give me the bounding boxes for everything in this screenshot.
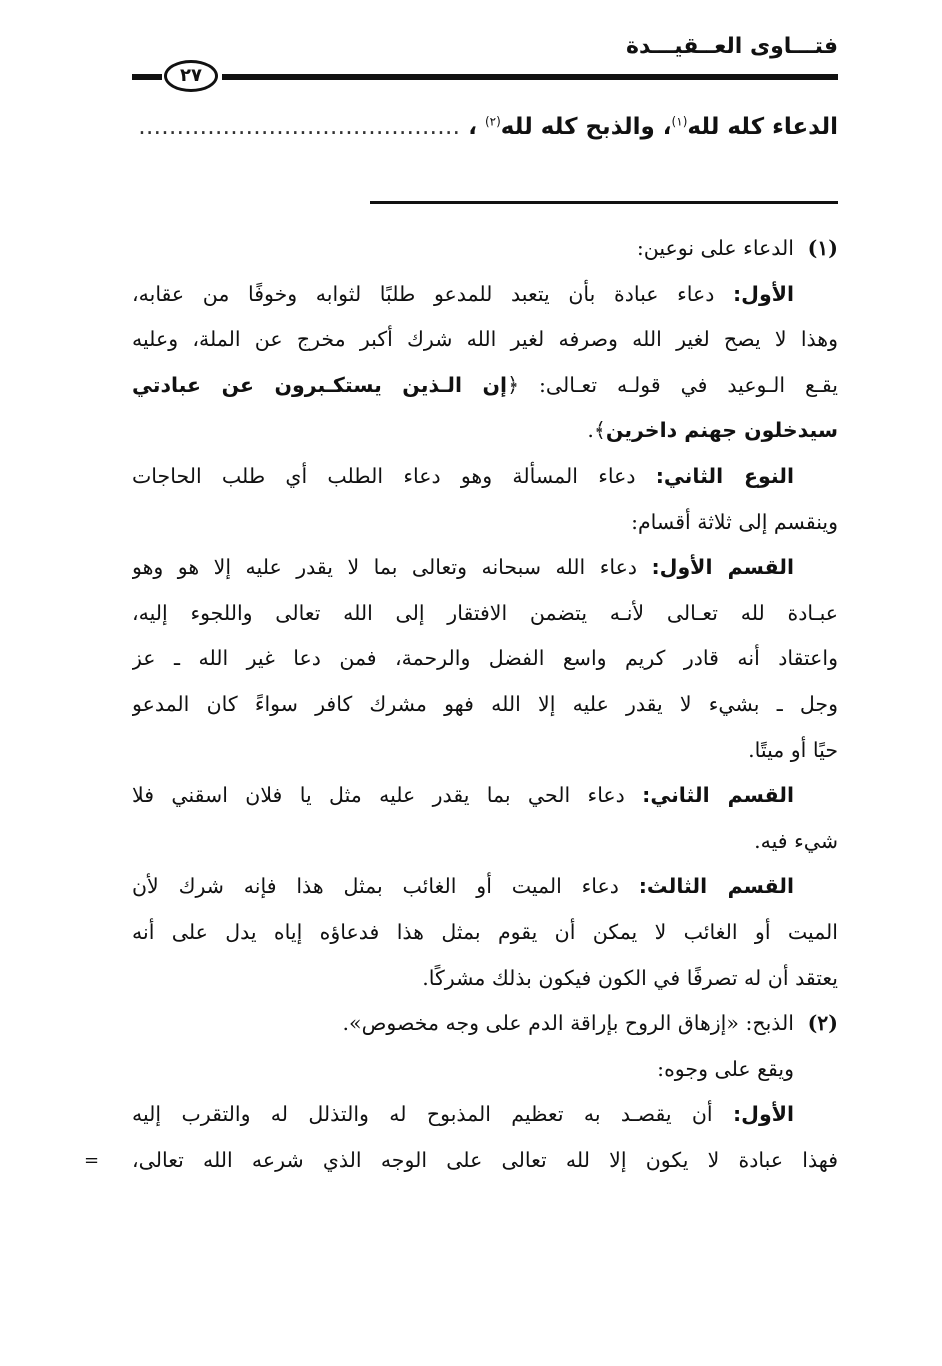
footnote-text: يعتقد أن له تصرفًا في الكون فيكون بذلك مشركًا. bbox=[422, 965, 838, 990]
footnote-ref-1: (١) bbox=[671, 114, 688, 129]
header-rule-long bbox=[222, 74, 838, 80]
footnote-text: دعاء المسألة وهو دعاء الطلب أي طلب الحاجات bbox=[132, 463, 656, 488]
footnote-text: الميت أو الغائب لا يمكن أن يقوم بمثل هذا فدعاؤه إياه يدل على أنه bbox=[132, 919, 838, 944]
header-rule-short bbox=[132, 74, 162, 80]
footnote-text: دعاء الحي بما يقدر عليه مثل يا فلان اسقني فلا bbox=[132, 783, 643, 808]
footnote-line bbox=[132, 454, 838, 500]
continuation-mark: = bbox=[84, 1150, 100, 1171]
footnote-line bbox=[132, 317, 838, 363]
footnote-bold: القسم الأول: bbox=[651, 555, 794, 580]
footnote-separator bbox=[370, 201, 838, 204]
footnotes-block bbox=[132, 226, 838, 1183]
footnote-text: الذبح: «إزهاق الروح بإراقة الدم على وجه مخصوص». bbox=[342, 1011, 794, 1036]
footnote-bold: القسم الثالث: bbox=[638, 874, 794, 899]
footnote-line bbox=[132, 728, 838, 774]
footnote-text: أن يقصـد به تعظيم المذبوح له والتذلل له والتقرب إليه bbox=[132, 1102, 733, 1127]
quran-verse-bold: سيدخلون جهنم داخرين bbox=[605, 418, 838, 443]
footnote-line bbox=[132, 956, 838, 1002]
footnote-line bbox=[132, 910, 838, 956]
footnote-number: (٢) bbox=[807, 1011, 838, 1036]
footnote-text: ويقع على وجوه: bbox=[657, 1056, 794, 1081]
footnote-line bbox=[132, 545, 838, 591]
footnote-text: وينقسم إلى ثلاثة أقسام: bbox=[631, 509, 838, 534]
footnote-bold: النوع الثاني: bbox=[655, 463, 794, 488]
footnote-text: دعاء الله سبحانه وتعالى بما لا يقدر عليه إلا هو وهو bbox=[132, 555, 652, 580]
footnote-line bbox=[132, 500, 838, 546]
footnote-line bbox=[132, 1092, 838, 1138]
footnote-bold: الأول: bbox=[732, 1102, 794, 1127]
quran-verse-bold: إن الـذين يستكـبرون عن عبادتي bbox=[132, 372, 508, 397]
main-text-line bbox=[132, 114, 838, 158]
footnote-text: ﴾. bbox=[587, 418, 606, 443]
main-text-end: ، bbox=[468, 114, 477, 140]
running-title: فتـــاوى العــقيـــدة bbox=[625, 34, 838, 59]
dotted-leader: …………………………………… bbox=[138, 114, 461, 140]
footnote-line bbox=[132, 773, 838, 819]
footnote-line bbox=[132, 864, 838, 910]
footnote-number: (١) bbox=[807, 236, 838, 260]
footnote-line bbox=[132, 1138, 838, 1184]
footnote-line bbox=[132, 1047, 838, 1093]
footnote-line bbox=[132, 682, 838, 728]
page-number: ٢٧ bbox=[164, 60, 218, 92]
footnote-text: حيًا أو ميتًا. bbox=[748, 737, 838, 762]
footnote-line bbox=[132, 819, 838, 865]
main-text-part2: ، والذبح كله لله bbox=[500, 114, 672, 140]
footnote-line bbox=[132, 1001, 838, 1047]
footnote-line bbox=[132, 363, 838, 409]
footnote-text: دعاء الميت أو الغائب بمثل هذا فإنه شرك لأن bbox=[132, 874, 639, 899]
footnote-text: يقـع الـوعيد في قولـه تعـالى: ﴿ bbox=[507, 372, 838, 397]
footnote-text: شيء فيه. bbox=[754, 828, 838, 853]
footnote-bold: الأول: bbox=[732, 281, 794, 306]
footnote-bold: القسم الثاني: bbox=[642, 783, 794, 808]
footnote-text: فهذا عبادة لا يكون إلا لله تعالى على الوجه الذي شرعه الله تعالى، bbox=[132, 1147, 838, 1172]
footnote-text: دعاء عبادة بأن يتعبد للمدعو طلبًا لثوابه وخوفًا من عقابه، bbox=[132, 281, 733, 306]
footnote-line bbox=[132, 226, 838, 272]
main-text-part1: الدعاء كله لله bbox=[687, 114, 838, 140]
footnote-text: واعتقاد أنه قادر كريم واسع الفضل والرحمة، فمن دعا غير الله ـ عز bbox=[132, 646, 838, 671]
footnote-text: وهذا لا يصح لغير الله وصرفه لغير الله شرك أكبر مخرج عن الملة، وعليه bbox=[132, 327, 838, 352]
footnote-line bbox=[132, 591, 838, 637]
footnote-text: وجل ـ بشيء لا يقدر عليه إلا الله فهو مشرك كافر سواءً كان المدعو bbox=[132, 691, 838, 716]
footnote-line bbox=[132, 636, 838, 682]
footnote-ref-2: (٢) bbox=[484, 114, 501, 129]
footnote-text: عبـادة لله تعـالى لأنـه يتضمن الافتقار إلى الله تعالى واللجوء إليه، bbox=[132, 600, 838, 625]
footnote-text: الدعاء على نوعين: bbox=[636, 236, 794, 260]
footnote-line bbox=[132, 272, 838, 318]
footnote-line bbox=[132, 408, 838, 454]
